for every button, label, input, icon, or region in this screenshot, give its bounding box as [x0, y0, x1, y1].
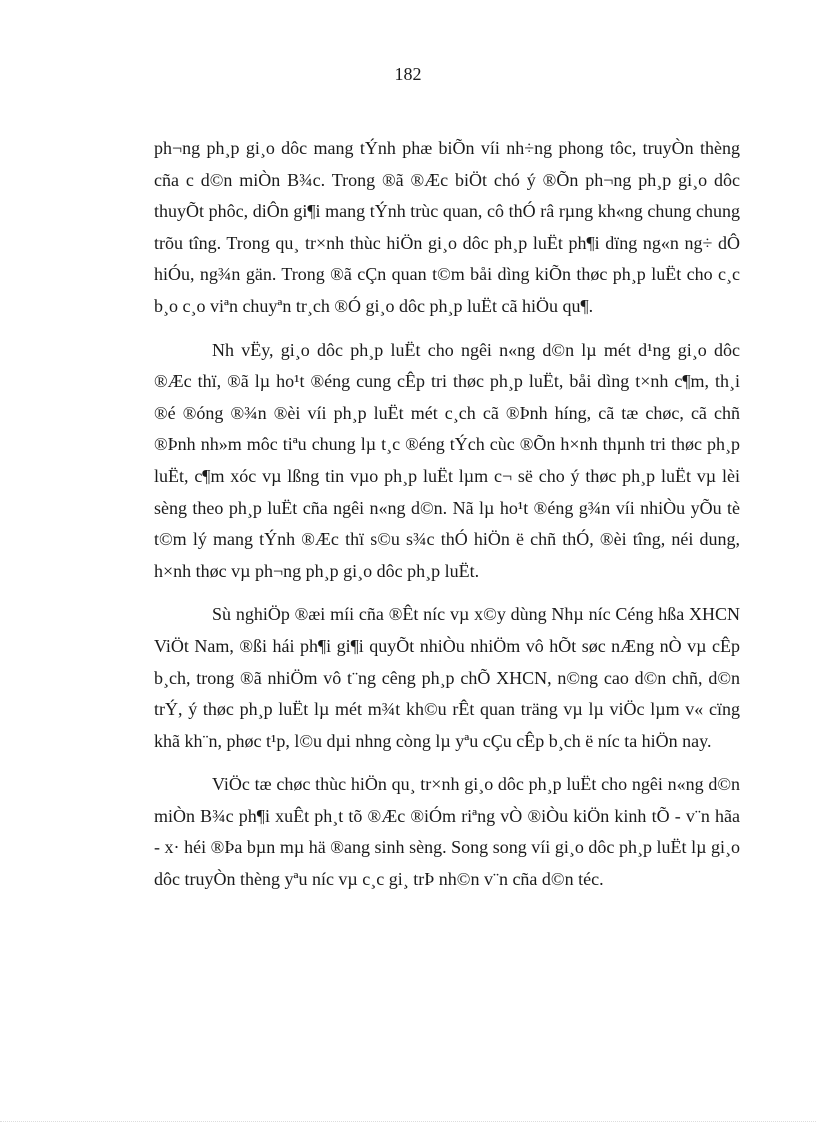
paragraph: ViÖc tæ chøc thùc hiÖn qu¸ tr×nh gi¸o dôc ph¸p luËt cho ngêi n«ng d©n miÒn B¾c ph¶i xuÊt ph¸t tõ ®Æc ®iÓm riªng vÒ ®iÒu kiÖn kinh tÕ - v¨n hãa - x· héi ®Þa bµn mµ hä ®ang sinh sèng. Song song víi gi¸o dôc ph¸p luËt lµ gi¸o dôc truyÒn thèng yªu níc vµ c¸c gi¸ trÞ nh©n v¨n cña d©n téc.: [154, 774, 740, 890]
paragraph: Nh vËy, gi¸o dôc ph¸p luËt cho ngêi n«ng d©n lµ mét d¹ng gi¸o dôc ®Æc thï, ®ã lµ ho¹t ®éng cung cÊp tri thøc ph¸p luËt, båi dìng t×nh c¶m, th¸i ®é ®óng ®¾n ®èi víi ph¸p luËt mét c¸ch cã ®Þnh híng, cã tæ chøc, cã chñ ®Þnh nh»m môc tiªu chung lµ t¸c ®éng tÝch cùc ®Õn h×nh thµnh tri thøc ph¸p luËt, c¶m xóc vµ lßng tin vµo ph¸p luËt lµm c¬ së cho ý thøc ph¸p luËt vµ lèi sèng theo ph¸p luËt cña ngêi n«ng d©n. Nã lµ ho¹t ®éng g¾n víi nhiÒu yÕu tè t©m lý mang tÝnh ®Æc thï s©u s¾c thÓ hiÖn ë chñ thÓ, ®èi tîng, néi dung, h×nh thøc vµ ph¬ng ph¸p gi¸o dôc ph¸p luËt.: [154, 339, 740, 581]
page-number: 182: [394, 64, 422, 84]
paragraph: ph¬ng ph¸p gi¸o dôc mang tÝnh phæ biÕn víi nh÷ng phong tôc, truyÒn thèng cña c d©n miÒn B¾c. Trong ®ã ®Æc biÖt chó ý ®Õn ph¬ng ph¸p gi¸o dôc thuyÕt phôc, diÔn gi¶i mang tÝnh trùc quan, cô thÓ râ rµng kh«ng chung chung trõu tîng. Trong qu¸ tr×nh thùc hiÖn gi¸o dôc ph¸p luËt ph¶i dïng ng«n ng÷ dÔ hiÓu, ng¾n gän. Trong ®ã cÇn quan t©m båi dìng kiÕn thøc ph¸p luËt cho c¸c b¸o c¸o viªn chuyªn tr¸ch ®Ó gi¸o dôc ph¸p luËt cã hiÖu qu¶.: [154, 138, 740, 316]
paragraph: Sù nghiÖp ®æi míi cña ®Êt níc vµ x©y dùng Nhµ níc Céng hßa XHCN ViÖt Nam, ®ßi hái ph¶i gi¶i quyÕt nhiÒu nhiÖm vô hÕt søc nÆng nÒ vµ cÊp b¸ch, trong ®ã nhiÖm vô t¨ng cêng ph¸p chÕ XHCN, n©ng cao d©n chñ, d©n trÝ, ý thøc ph¸p luËt lµ mét m¾t kh©u rÊt quan träng vµ lµ viÖc lµm v« cïng khã kh¨n, phøc t¹p, l©u dµi nhng còng lµ yªu cÇu cÊp b¸ch ë níc ta hiÖn nay.: [154, 604, 740, 751]
page-bottom-divider: [0, 1121, 816, 1122]
body-text: [154, 133, 740, 908]
